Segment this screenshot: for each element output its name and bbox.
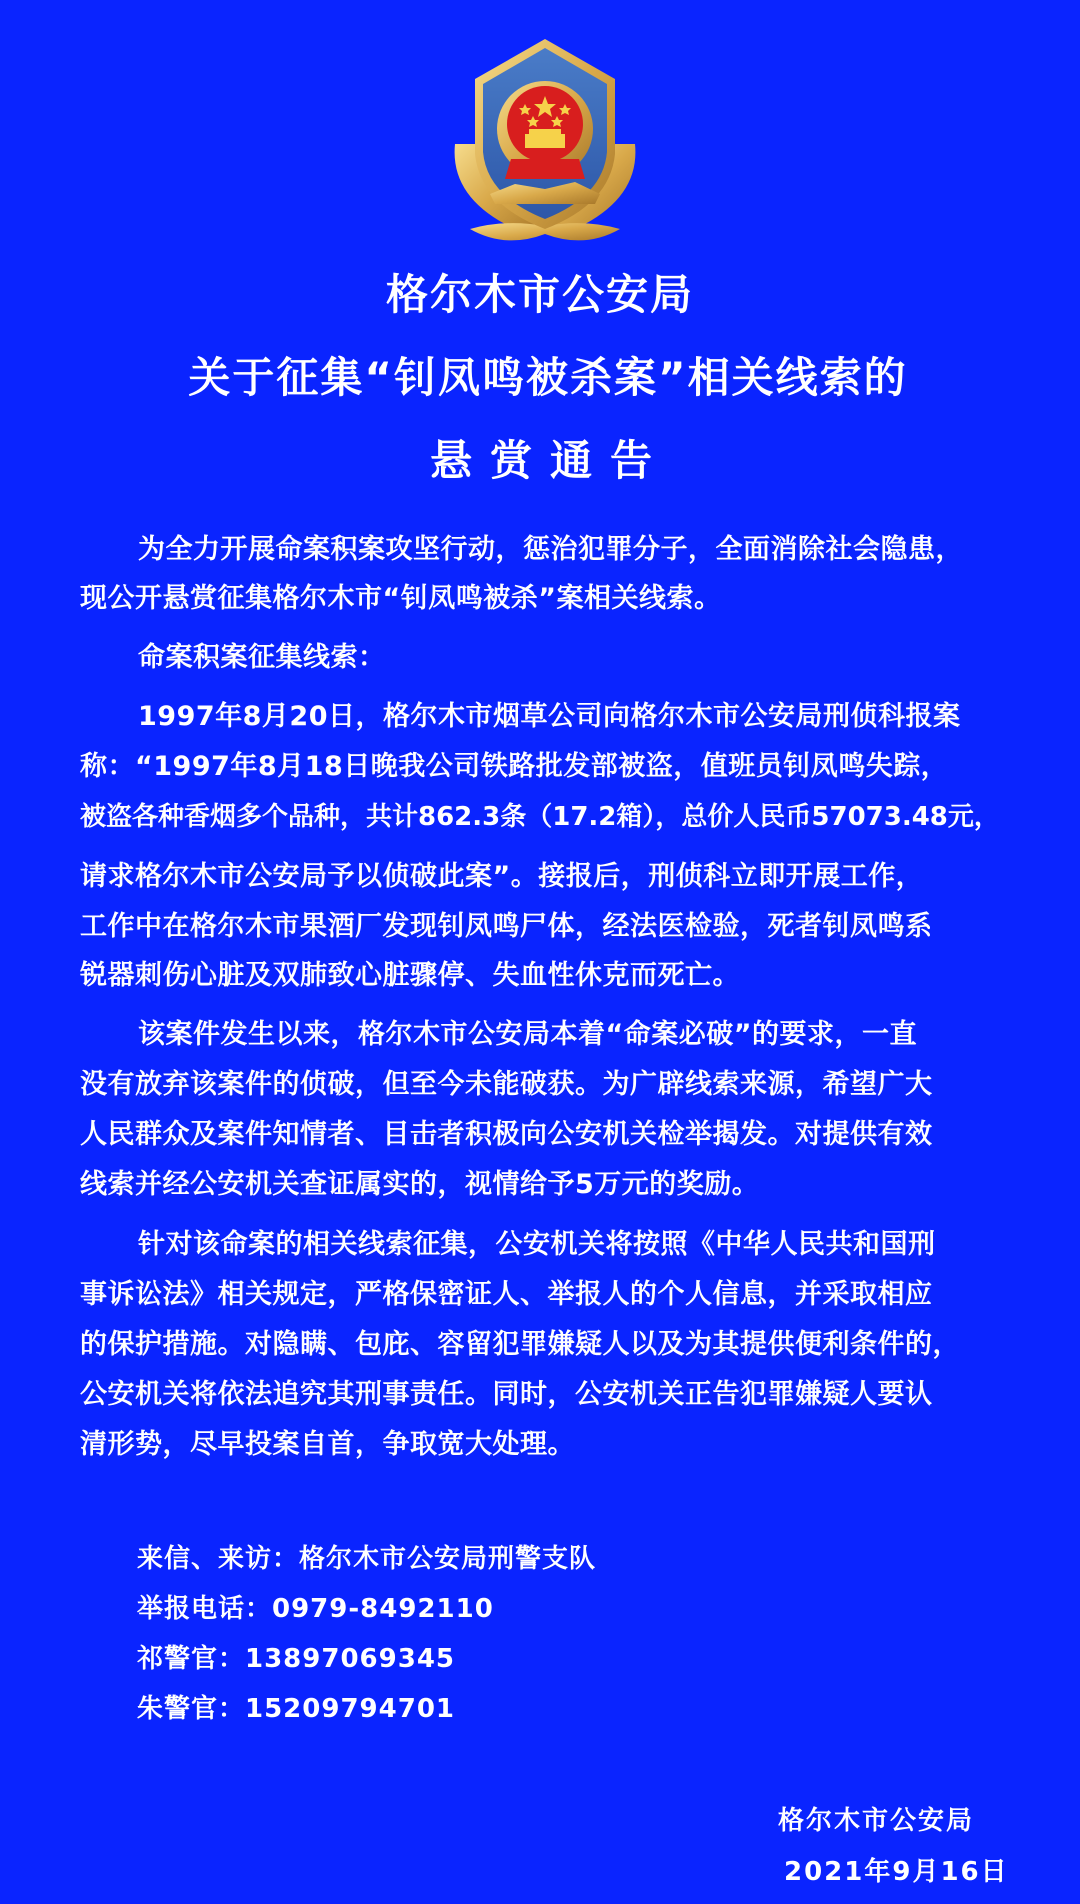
body-line: 1997年8月20日，格尔木市烟草公司向格尔木市公安局刑侦科报案 <box>138 701 961 732</box>
contact-officer-zhu[interactable]: 朱警官：15209794701 <box>137 1694 455 1724</box>
contact-officer-qi[interactable]: 祁警官：13897069345 <box>137 1644 455 1674</box>
body-line: 针对该命案的相关线索征集，公安机关将按照《中华人民共和国刑 <box>138 1229 936 1260</box>
issuer-title: 格尔木市公安局 <box>385 270 694 319</box>
body-line: 请求格尔木市公安局予以侦破此案”。接报后，刑侦科立即开展工作， <box>80 861 924 892</box>
police-emblem-icon <box>445 34 645 242</box>
body-line: 现公开悬赏征集格尔木市“钊凤鸣被杀”案相关线索。 <box>80 583 722 614</box>
signature-date: 2021年9月16日 <box>784 1857 1009 1887</box>
notice-subtitle: 关于征集“钊凤鸣被杀案”相关线索的 <box>188 353 908 402</box>
body-line: 为全力开展命案积案攻坚行动，惩治犯罪分子，全面消除社会隐患， <box>138 534 963 565</box>
body-line: 没有放弃该案件的侦破，但至今未能破获。为广辟线索来源，希望广大 <box>80 1069 933 1100</box>
body-line: 该案件发生以来，格尔木市公安局本着“命案必破”的要求，一直 <box>138 1019 917 1050</box>
body-line: 人民群众及案件知情者、目击者积极向公安机关检举揭发。对提供有效 <box>80 1119 933 1150</box>
notice-title: 悬赏通告 <box>429 436 670 485</box>
section-heading: 命案积案征集线索： <box>138 642 386 673</box>
body-line: 被盗各种香烟多个品种，共计862.3条（17.2箱），总价人民币57073.48元， <box>80 802 1000 832</box>
body-line: 工作中在格尔木市果酒厂发现钊凤鸣尸体，经法医检验，死者钊凤鸣系 <box>80 911 933 942</box>
body-line: 锐器刺伤心脏及双肺致心脏骤停、失血性休克而死亡。 <box>80 960 740 991</box>
contact-visit: 来信、来访：格尔木市公安局刑警支队 <box>137 1544 597 1574</box>
body-line: 清形势，尽早投案自首，争取宽大处理。 <box>80 1429 575 1460</box>
body-line: 称：“1997年8月18日晚我公司铁路批发部被盗，值班员钊凤鸣失踪， <box>80 751 949 782</box>
body-line: 事诉讼法》相关规定，严格保密证人、举报人的个人信息，并采取相应 <box>80 1279 933 1310</box>
body-line: 公安机关将依法追究其刑事责任。同时，公安机关正告犯罪嫌疑人要认 <box>80 1379 933 1410</box>
signature-issuer: 格尔木市公安局 <box>778 1806 975 1836</box>
body-line: 的保护措施。对隐瞒、包庇、容留犯罪嫌疑人以及为其提供便利条件的， <box>80 1329 960 1360</box>
body-line: 线索并经公安机关查证属实的，视情给予5万元的奖励。 <box>80 1169 760 1200</box>
contact-hotline[interactable]: 举报电话：0979-8492110 <box>137 1594 494 1624</box>
